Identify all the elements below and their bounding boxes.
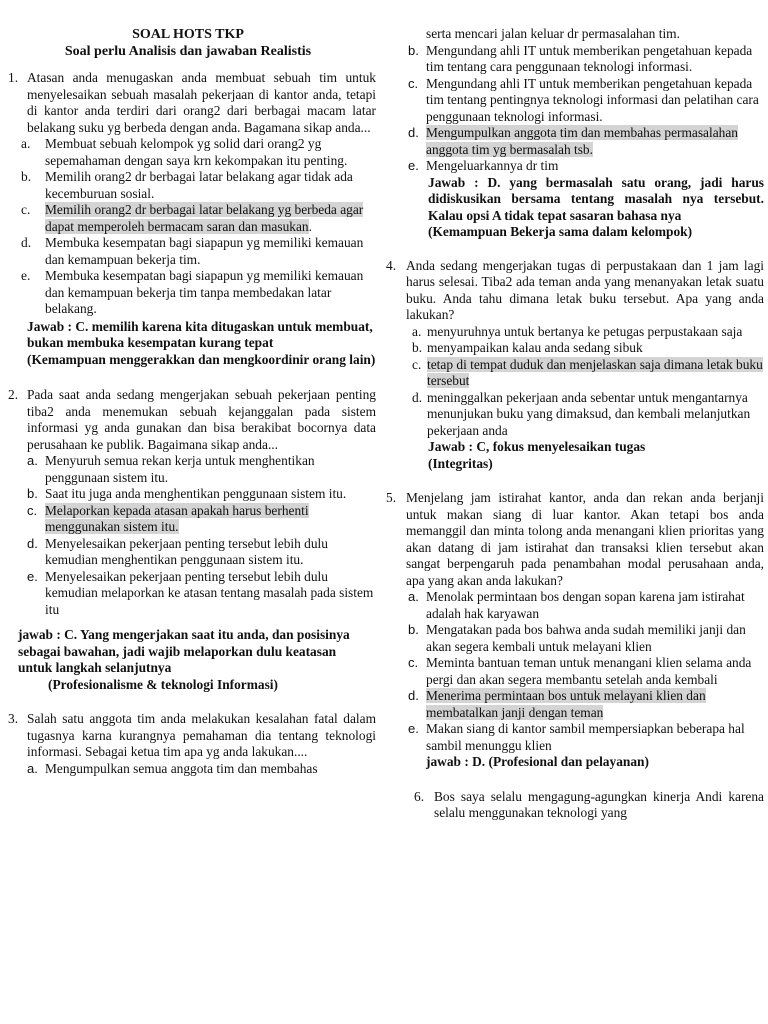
option-c bbox=[408, 76, 764, 126]
option-letter: b. bbox=[21, 169, 32, 184]
option-text: Mengumpulkan semua anggota tim dan membahas bbox=[45, 760, 318, 776]
question-4-stem bbox=[386, 258, 764, 324]
option-a-continued bbox=[426, 26, 764, 43]
answer-category: (Kemampuan menggerakkan dan mengkoordinir orang lain) bbox=[27, 351, 376, 367]
question-3-options bbox=[386, 43, 764, 175]
page-subtitle: Soal perlu Analisis dan jawaban Realistis bbox=[64, 44, 312, 59]
question-number: 1. bbox=[8, 70, 19, 85]
option-c-highlighted bbox=[21, 202, 376, 235]
option-letter: c. bbox=[408, 75, 419, 91]
highlighted-answer: Menerima permintaan bos untuk melayani klien dan membatalkan janji dengan teman bbox=[426, 688, 706, 720]
option-letter: b. bbox=[27, 486, 38, 501]
option-text: Mengundang ahli IT untuk memberikan pengetahuan kepada tim tentang cara penggunaan teknologi informasi. bbox=[426, 42, 753, 74]
option-text: Menyelesaikan pekerjaan penting tersebut lebih dulu kemudian melaporkan ke atasan tentang masalah pada sistem itu bbox=[45, 568, 374, 617]
option-letter: c. bbox=[412, 356, 422, 372]
option-text: serta mencari jalan keluar dr permasalahan tim. bbox=[426, 26, 680, 41]
question-2-options bbox=[8, 453, 376, 618]
question-text: Salah satu anggota tim anda melakukan kesalahan fatal dalam tugasnya karna kurangnya pemahaman dia tentang teknologi informasi. Sebagai ketua tim apa yg anda lakukan.... bbox=[27, 711, 376, 759]
option-letter: d. bbox=[21, 235, 32, 250]
option-e bbox=[408, 721, 764, 754]
question-6-stem bbox=[414, 789, 764, 822]
option-letter: d. bbox=[27, 535, 38, 551]
option-text: Mengundang ahli IT untuk memberikan pengetahuan kepada tim tentang pentingnya teknologi informasi dan pelatihan cara penggunaan teknologi informasi. bbox=[426, 75, 759, 124]
question-2 bbox=[0, 387, 376, 693]
option-letter: a. bbox=[27, 760, 38, 776]
option-letter: a. bbox=[412, 323, 422, 339]
option-text: meninggalkan pekerjaan anda sebentar untuk mengantarnya menunjukan buku yang dimaksud, dan kembali melanjutkan pekerjaan anda bbox=[427, 389, 751, 438]
option-text: Menyuruh semua rekan kerja untuk menghentikan penggunaan sistem itu. bbox=[45, 453, 315, 485]
option-letter: b. bbox=[408, 42, 419, 58]
question-text: Anda sedang mengerjakan tugas di perpustakaan dan 1 jam lagi harus selesai. Tiba2 ada teman anda yang menanyakan letak suatu buku. Anda tahu dimana letak buku tersebut. Apa yang anda lakukan? bbox=[406, 257, 764, 322]
option-text: Mengeluarkannya dr tim bbox=[426, 158, 559, 173]
option-text: Membuka kesempatan bagi siapapun yg memiliki kemauan dan kemampuan bekerja tim. bbox=[45, 235, 364, 267]
answer-explanation: jawab : D. (Profesional dan pelayanan) bbox=[426, 754, 649, 769]
option-d-highlighted bbox=[408, 688, 764, 721]
option-b bbox=[408, 622, 764, 655]
option-letter: d. bbox=[408, 125, 419, 140]
question-number: 5. bbox=[386, 490, 397, 505]
option-a bbox=[27, 761, 376, 778]
option-text: Meminta bantuan teman untuk menangani klien selama anda pergi dan akan segera membantu setelah anda kembali bbox=[426, 655, 752, 687]
option-a bbox=[408, 589, 764, 622]
answer-explanation: Jawab : C. memilih karena kita ditugaskan untuk membuat, bukan membuka kesempatan kurang tepat bbox=[27, 318, 373, 350]
option-c-highlighted bbox=[412, 357, 764, 390]
option-d bbox=[412, 390, 764, 440]
option-letter: e. bbox=[21, 268, 31, 283]
answer-category: (Integritas) bbox=[428, 455, 493, 471]
option-a bbox=[412, 324, 764, 341]
question-4-options bbox=[386, 324, 764, 440]
question-number: 2. bbox=[8, 387, 19, 402]
option-a bbox=[21, 136, 376, 169]
option-text: Saat itu juga anda menghentikan penggunaan sistem itu. bbox=[45, 486, 347, 501]
option-d bbox=[21, 235, 376, 268]
option-text: Mengatakan pada bos bahwa anda sudah memiliki janji dan akan segera kembali untuk melayani klien bbox=[426, 622, 746, 654]
question-5-stem bbox=[386, 490, 764, 589]
question-4 bbox=[386, 258, 764, 473]
option-text: Menolak permintaan bos dengan sopan karena jam istirahat adalah hak karyawan bbox=[426, 589, 745, 621]
option-d bbox=[27, 536, 376, 569]
question-3-options-start bbox=[8, 761, 376, 778]
left-column bbox=[0, 26, 376, 777]
answer-explanation: jawab : C. Yang mengerjakan saat itu anda, dan posisinya sebagai bawahan, jadi wajib melaporkan dulu keatasan untuk langkah selanjutnya bbox=[18, 627, 350, 675]
option-text: Membuka kesempatan bagi siapapun yg memiliki kemauan dan kemampuan bekerja tim tanpa membedakan latar belakang. bbox=[45, 268, 364, 316]
option-text: menyuruhnya untuk bertanya ke petugas perpustakaan saja bbox=[427, 323, 743, 339]
option-a bbox=[27, 453, 376, 486]
page-title: SOAL HOTS TKP bbox=[132, 27, 244, 42]
answer-explanation: Jawab : C, fokus menyelesaikan tugas bbox=[428, 439, 646, 454]
option-e bbox=[408, 158, 764, 175]
option-e bbox=[21, 268, 376, 318]
question-3-options-continued bbox=[386, 26, 764, 43]
option-letter: e. bbox=[27, 568, 38, 584]
question-number: 3. bbox=[8, 711, 19, 726]
option-suffix: . bbox=[308, 218, 312, 234]
option-letter: d. bbox=[412, 389, 423, 405]
question-6 bbox=[386, 789, 764, 822]
option-letter: b. bbox=[408, 622, 419, 637]
question-3-stem bbox=[8, 711, 376, 761]
option-b bbox=[27, 486, 376, 503]
question-text: Pada saat anda sedang mengerjakan sebuah pekerjaan penting tiba2 anda menemukan sebuah kejanggalan pada sistem informasi yg anda gunakan dan bisa berakibat bocornya data perusahaan ke publik. Bagaimana sikap anda... bbox=[27, 387, 376, 452]
highlighted-answer: tetap di tempat duduk dan menjelaskan saja dimana letak buku tersebut bbox=[427, 356, 763, 388]
option-e bbox=[27, 569, 376, 619]
question-5 bbox=[386, 490, 764, 771]
option-d-highlighted bbox=[408, 125, 764, 158]
option-text: Menyelesaikan pekerjaan penting tersebut lebih dulu kemudian menghentikan penggunaan sistem itu. bbox=[45, 535, 328, 567]
question-1 bbox=[0, 70, 376, 368]
option-b bbox=[412, 340, 764, 357]
option-text: Memilih orang2 dr berbagai latar belakang agar tidak ada kecemburuan sosial. bbox=[45, 169, 353, 201]
option-letter: c. bbox=[408, 655, 419, 670]
option-letter: b. bbox=[412, 340, 423, 355]
option-letter: a. bbox=[21, 136, 31, 151]
highlighted-answer: Melaporkan kepada atasan apakah harus berhenti menggunakan sistem itu. bbox=[45, 502, 309, 534]
question-5-options bbox=[386, 589, 764, 754]
answer-category: (Profesionalisme & teknologi Informasi) bbox=[48, 676, 278, 692]
question-3 bbox=[0, 711, 376, 777]
question-number: 6. bbox=[414, 788, 425, 804]
option-letter: c. bbox=[21, 202, 31, 217]
option-letter: a. bbox=[408, 589, 419, 604]
right-column bbox=[386, 26, 764, 822]
answer-explanation: Jawab : D. yang bermasalah satu orang, jadi harus didiskusikan bersama tentang masalah nya tersebut. Kalau opsi A tidak tepat sasaran bahasa nya bbox=[428, 174, 764, 223]
option-letter: e. bbox=[408, 721, 419, 736]
question-1-stem bbox=[8, 70, 376, 136]
answer-category: (Kemampuan Bekerja sama dalam kelompok) bbox=[428, 224, 693, 239]
option-text: Membuat sebuah kelompok yg solid dari orang2 yg sepemahaman dengan saya krn kekompakan itu penting. bbox=[45, 136, 348, 168]
option-letter: c. bbox=[27, 502, 38, 518]
option-c-highlighted bbox=[27, 503, 376, 536]
option-letter: e. bbox=[408, 158, 419, 173]
option-letter: a. bbox=[27, 453, 38, 468]
option-b bbox=[408, 43, 764, 76]
question-1-options bbox=[8, 136, 376, 318]
question-number: 4. bbox=[386, 257, 397, 273]
option-letter: d. bbox=[408, 688, 419, 703]
question-text: Bos saya selalu mengagung-agungkan kinerja Andi karena selalu menggunakan teknologi yang bbox=[434, 788, 764, 820]
question-text: Menjelang jam istirahat kantor, anda dan rekan anda berjanji untuk makan siang di luar kantor. Akan tetapi bos anda memanggil dan minta tolong anda menangani klien prioritas yang akan datang di jam istirahat dan transaksi klien tersebut akan sangat berpengaruh pada penambahan modal perusahaan anda, apa yang akan anda lakukan? bbox=[406, 490, 764, 588]
option-c bbox=[408, 655, 764, 688]
option-b bbox=[21, 169, 376, 202]
question-2-stem bbox=[8, 387, 376, 453]
question-text: Atasan anda menugaskan anda membuat sebuah tim untuk menyelesaikan sebuah masalah pekerjaan di kantor anda, tetapi di kantor anda terdiri dari orang2 dari berbagai macam latar belakang suku yg berbeda dengan anda. Bagamana sikap anda... bbox=[27, 70, 376, 135]
highlighted-answer: Memilih orang2 dr berbagai latar belakang yg berbeda agar dapat memperoleh bermacam saran dan masukan bbox=[45, 202, 364, 234]
option-text: Makan siang di kantor sambil mempersiapkan beberapa hal sambil menunggu klien bbox=[426, 721, 745, 753]
option-text: menyampaikan kalau anda sedang sibuk bbox=[427, 340, 643, 355]
highlighted-answer: Mengumpulkan anggota tim dan membahas permasalahan anggota tim yg bermasalah tsb. bbox=[426, 125, 738, 157]
